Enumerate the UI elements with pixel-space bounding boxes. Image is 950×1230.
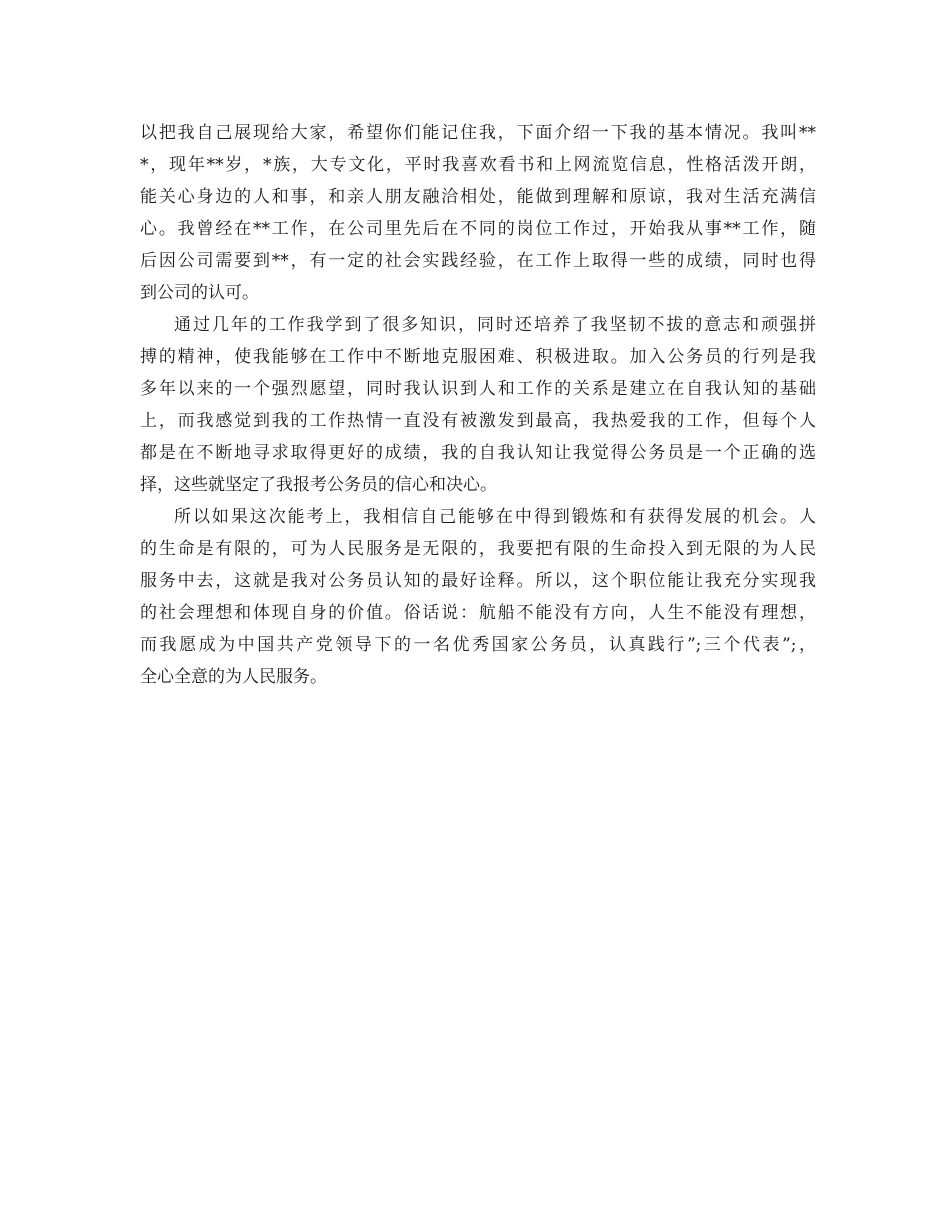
text-line: 搏的精神，使我能够在工作中不断地克服困难、积极进取。加入公务员的行列是我 xyxy=(140,347,816,367)
text-line: 多年以来的一个强烈愿望，同时我认识到人和工作的关系是建立在自我认知的基础 xyxy=(140,379,816,399)
text-line: 都是在不断地寻求取得更好的成绩，我的自我认知让我觉得公务员是一个正确的选 xyxy=(140,443,816,463)
text-line: 的生命是有限的，可为人民服务是无限的，我要把有限的生命投入到无限的为人民 xyxy=(140,539,816,559)
text-line: 以把我自己展现给大家，希望你们能记住我，下面介绍一下我的基本情况。我叫** xyxy=(140,123,816,143)
paragraph-2 xyxy=(140,309,816,501)
text-line: *，现年**岁，*族，大专文化，平时我喜欢看书和上网流览信息，性格活泼开朗， xyxy=(140,155,816,175)
text-line: 择，这些就坚定了我报考公务员的信心和决心。 xyxy=(140,475,497,495)
text-line: 上，而我感觉到我的工作热情一直没有被激发到最高，我热爱我的工作，但每个人 xyxy=(140,411,816,431)
text-line: 能关心身边的人和事，和亲人朋友融洽相处，能做到理解和原谅，我对生活充满信 xyxy=(140,187,816,207)
paragraph-1 xyxy=(140,117,816,309)
text-line: 而我愿成为中国共产党领导下的一名优秀国家公务员，认真践行”;三个代表”;， xyxy=(140,635,816,655)
text-line: 到公司的认可。 xyxy=(140,283,259,303)
text-line: 全心全意的为人民服务。 xyxy=(140,667,327,687)
text-line: 所以如果这次能考上，我相信自己能够在中得到锻炼和有获得发展的机会。人 xyxy=(174,507,816,527)
text-line: 的社会理想和体现自身的价值。俗话说：航船不能没有方向，人生不能没有理想， xyxy=(140,603,816,623)
text-line: 通过几年的工作我学到了很多知识，同时还培养了我坚韧不拔的意志和顽强拼 xyxy=(174,315,816,335)
document-body xyxy=(140,117,816,693)
text-line: 心。我曾经在**工作，在公司里先后在不同的岗位工作过，开始我从事**工作，随 xyxy=(140,219,816,239)
paragraph-3 xyxy=(140,501,816,693)
text-line: 服务中去，这就是我对公务员认知的最好诠释。所以，这个职位能让我充分实现我 xyxy=(140,571,816,591)
text-line: 后因公司需要到**，有一定的社会实践经验，在工作上取得一些的成绩，同时也得 xyxy=(140,251,816,271)
